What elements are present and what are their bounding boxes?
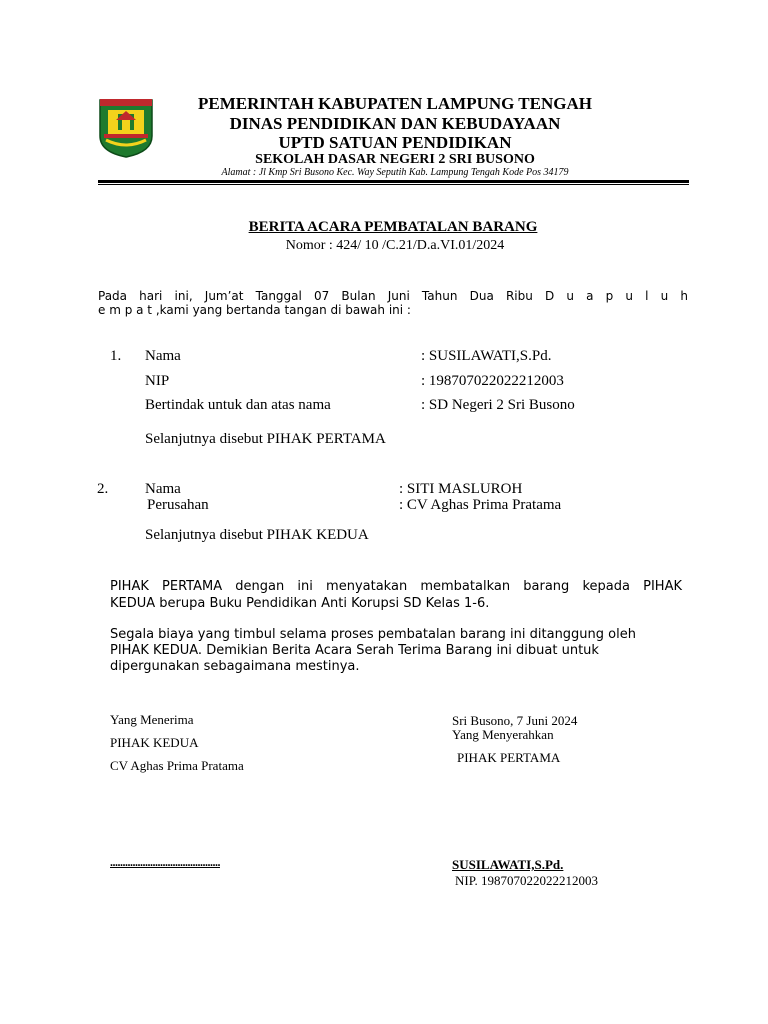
party2-company-value: : CV Aghas Prima Pratama [399,497,562,513]
party1-nip-label: NIP [145,373,170,389]
document-title: BERITA ACARA PEMBATALAN BARANG [248,219,538,235]
party1-act-value: : SD Negeri 2 Sri Busono [421,397,575,413]
body-paragraph-1-line-1: PIHAK PERTAMA dengan ini menyatakan membatalkan barang kepada PIHAK [110,579,682,594]
body-paragraph-1-line-2: KEDUA berupa Buku Pendidikan Anti Korupsi SD Kelas 1-6. [110,596,490,611]
party1-nip-value: : 198707022022212003 [421,373,564,389]
signature-left-company: CV Aghas Prima Pratama [110,758,244,773]
signature-left-line: ............................................ [110,855,220,869]
party2-name-value: : SITI MASLUROH [399,481,523,497]
body-paragraph-2-line-2: PIHAK KEDUA. Demikian Berita Acara Serah Terima Barang ini dibuat untuk [110,643,599,658]
signature-right-signer-name: SUSILAWATI,S.Pd. [452,857,564,872]
intro-line-1: Pada hari ini, Jum’at Tanggal 07 Bulan Juni Tahun Dua Ribu D u a p u l u h [98,289,688,303]
party2-designation: Selanjutnya disebut PIHAK KEDUA [145,527,369,543]
signature-right-place-date: Sri Busono, 7 Juni 2024 [452,713,578,728]
party1-name-value: : SUSILAWATI,S.Pd. [421,348,552,364]
header-line-unit: UPTD SATUAN PENDIDIKAN [278,133,512,152]
party1-act-label: Bertindak untuk dan atas nama [145,397,331,413]
party1-name-label: Nama [145,348,181,364]
signature-right-party: PIHAK PERTAMA [457,750,561,765]
header-divider-thin [98,184,689,185]
header-line-government: PEMERINTAH KABUPATEN LAMPUNG TENGAH [197,94,592,113]
signature-right-role: Yang Menyerahkan [452,727,554,742]
document-number: Nomor : 424/ 10 /C.21/D.a.VI.01/2024 [285,238,505,253]
body-paragraph-2-line-3: dipergunakan sebagaimana mestinya. [110,659,360,674]
intro-line-2: e m p a t ,kami yang bertanda tangan di bawah ini : [98,303,411,317]
party1-number: 1. [110,348,122,364]
signature-right-signer-nip: NIP. 198707022022212003 [455,873,599,888]
header-divider-thick [98,180,689,183]
party2-number: 2. [97,481,109,497]
signature-left-party: PIHAK KEDUA [110,735,199,750]
header-address: Alamat : Jl Kmp Sri Busono Kec. Way Seputih Kab. Lampung Tengah Kode Pos 34179 [221,167,569,178]
party2-company-label: Perusahan [147,497,209,513]
signature-left-role: Yang Menerima [110,712,194,727]
party2-name-label: Nama [145,481,181,497]
header-line-school: SEKOLAH DASAR NEGERI 2 SRI BUSONO [255,152,535,167]
body-paragraph-2-line-1: Segala biaya yang timbul selama proses pembatalan barang ini ditanggung oleh [110,627,636,642]
party1-designation: Selanjutnya disebut PIHAK PERTAMA [145,431,386,447]
header-line-department: DINAS PENDIDIKAN DAN KEBUDAYAAN [229,114,561,133]
